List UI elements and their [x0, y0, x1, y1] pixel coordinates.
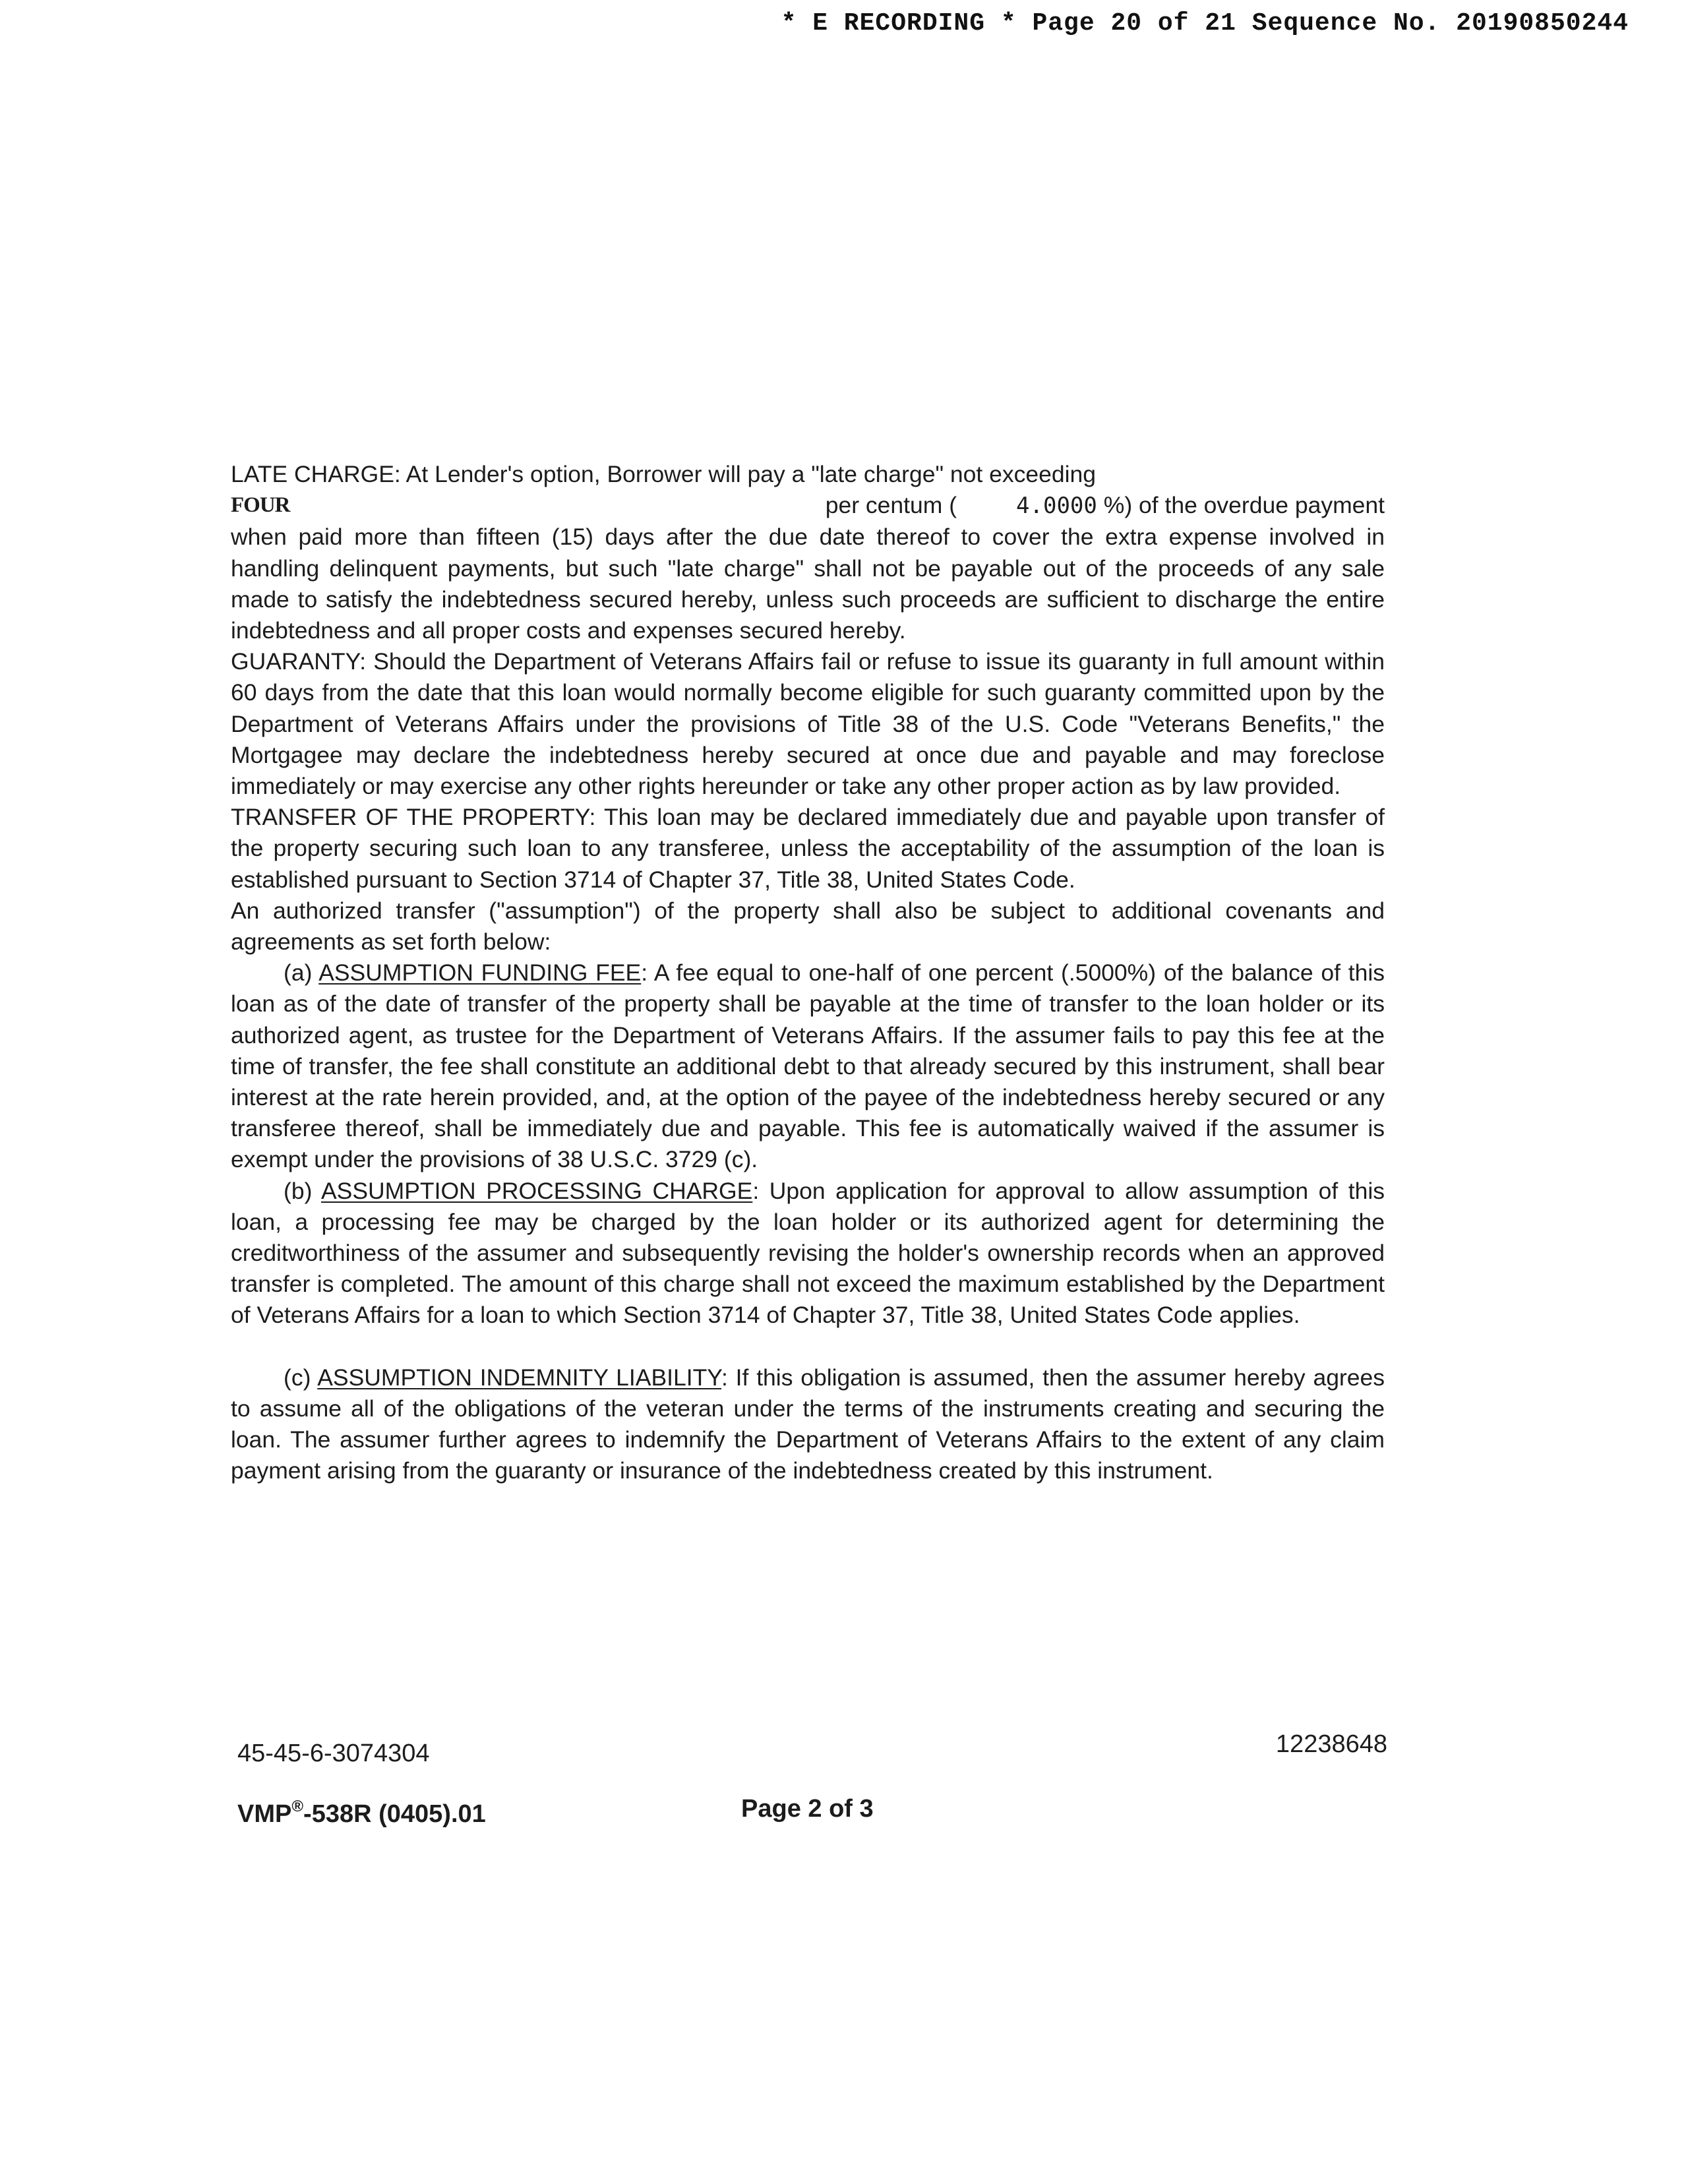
- section-b-heading: ASSUMPTION PROCESSING CHARGE: [320, 1177, 753, 1204]
- section-a-label: (a): [284, 959, 313, 986]
- authorized-transfer-paragraph: An authorized transfer ("assumption") of the property shall also be subject to additional covenants and agreements as set forth below:: [231, 897, 1385, 956]
- transfer-text: This loan may be declared immediately due and payable upon transfer of the property securing such loan to any transferee, unless the acceptability of the assumption of the loan is established pursuant to Section 3714 of Chapter 37, Title 38, United States Code.: [231, 804, 1385, 893]
- late-charge-rate-word: FOUR: [231, 493, 290, 518]
- section-b-label: (b): [284, 1177, 313, 1204]
- registered-mark: ®: [291, 1798, 304, 1815]
- section-a-heading: ASSUMPTION FUNDING FEE: [318, 959, 642, 986]
- form-prefix: VMP: [237, 1800, 292, 1828]
- section-c-heading: ASSUMPTION INDEMNITY LIABILITY: [317, 1364, 722, 1391]
- document-id: 12238648: [1275, 1730, 1387, 1758]
- late-charge-intro: At Lender's option, Borrower will pay a "late charge" not exceeding: [406, 461, 1096, 487]
- late-charge-rate-line: [231, 490, 1385, 522]
- guaranty-paragraph: [231, 646, 1385, 802]
- form-number: [237, 1798, 486, 1829]
- late-charge-heading: LATE CHARGE:: [231, 461, 401, 487]
- transfer-heading: TRANSFER OF THE PROPERTY:: [231, 804, 596, 831]
- guaranty-text: Should the Department of Veterans Affairs fail or refuse to issue its guaranty in full amount within 60 days from the date that this loan would normally become eligible for such guaranty committed upon by the Department of Veterans Affairs under the provisions of Title 38 of the U.S. Code "Veterans Benefits," the Mortgagee may declare the indebtedness hereby secured at once due and payable and may foreclose immediately or may exercise any other rights hereunder or take any other proper action as by law provided.: [231, 648, 1385, 800]
- recording-header: * E RECORDING * Page 20 of 21 Sequence No. 20190850244: [781, 9, 1629, 38]
- late-charge-rate-end: %) of the overdue payment: [1103, 492, 1385, 519]
- section-c-paragraph: [231, 1362, 1385, 1487]
- document-body: [231, 459, 1385, 1487]
- section-b-text: : Upon application for approval to allow assumption of this loan, a processing fee may be charged by the loan holder or its authorized agent for determining the creditworthiness of the assumer and subsequently revising the holder's ownership records when an approved transfer is completed. The amount of this charge shall not exceed the maximum established by the Department of Veterans Affairs for a loan to which Section 3714 of Chapter 37, Title 38, United States Code applies.: [231, 1177, 1385, 1329]
- section-c-text: : If this obligation is assumed, then the assumer hereby agrees to assume all of the obligations of the veteran under the terms of the instruments creating and securing the loan. The assumer further agrees to indemnify the Department of Veterans Affairs to the extent of any claim payment arising from the guaranty or insurance of the indebtedness created by this instrument.: [231, 1364, 1385, 1484]
- section-a-text: : A fee equal to one-half of one percent (.5000%) of the balance of this loan as of the date of transfer of the property shall be payable at the time of transfer to the loan holder or its authorized agent, as trustee for the Department of Veterans Affairs. If the assumer fails to pay this fee at the time of transfer, the fee shall constitute an additional debt to that already secured by this instrument, shall bear interest at the rate herein provided, and, at the option of the payee of the indebtedness hereby secured or any transferee thereof, shall be immediately due and payable. This fee is automatically waived if the assumer is exempt under the provisions of 38 U.S.C. 3729 (c).: [231, 959, 1385, 1173]
- transfer-paragraph: [231, 802, 1385, 895]
- form-suffix: -538R (0405).01: [303, 1800, 486, 1828]
- late-charge-rate-mid: per centum (: [825, 492, 957, 519]
- guaranty-heading: GUARANTY:: [231, 648, 367, 675]
- late-charge-paragraph: [231, 459, 1385, 490]
- page-number: Page 2 of 3: [741, 1795, 874, 1823]
- late-charge-rate-value: 4.0000: [1016, 493, 1097, 520]
- loan-number: 45-45-6-3074304: [237, 1740, 430, 1767]
- section-b-paragraph: [231, 1176, 1385, 1331]
- section-a-paragraph: [231, 957, 1385, 1175]
- section-c-label: (c): [284, 1364, 311, 1391]
- late-charge-text: when paid more than fifteen (15) days after the due date thereof to cover the extra expense involved in handling delinquent payments, but such "late charge" shall not be payable out of the proceeds of any sale made to satisfy the indebtedness secured hereby, unless such proceeds are sufficient to discharge the entire indebtedness and all proper costs and expenses secured hereby.: [231, 524, 1385, 644]
- late-charge-rate-group: [826, 490, 1385, 522]
